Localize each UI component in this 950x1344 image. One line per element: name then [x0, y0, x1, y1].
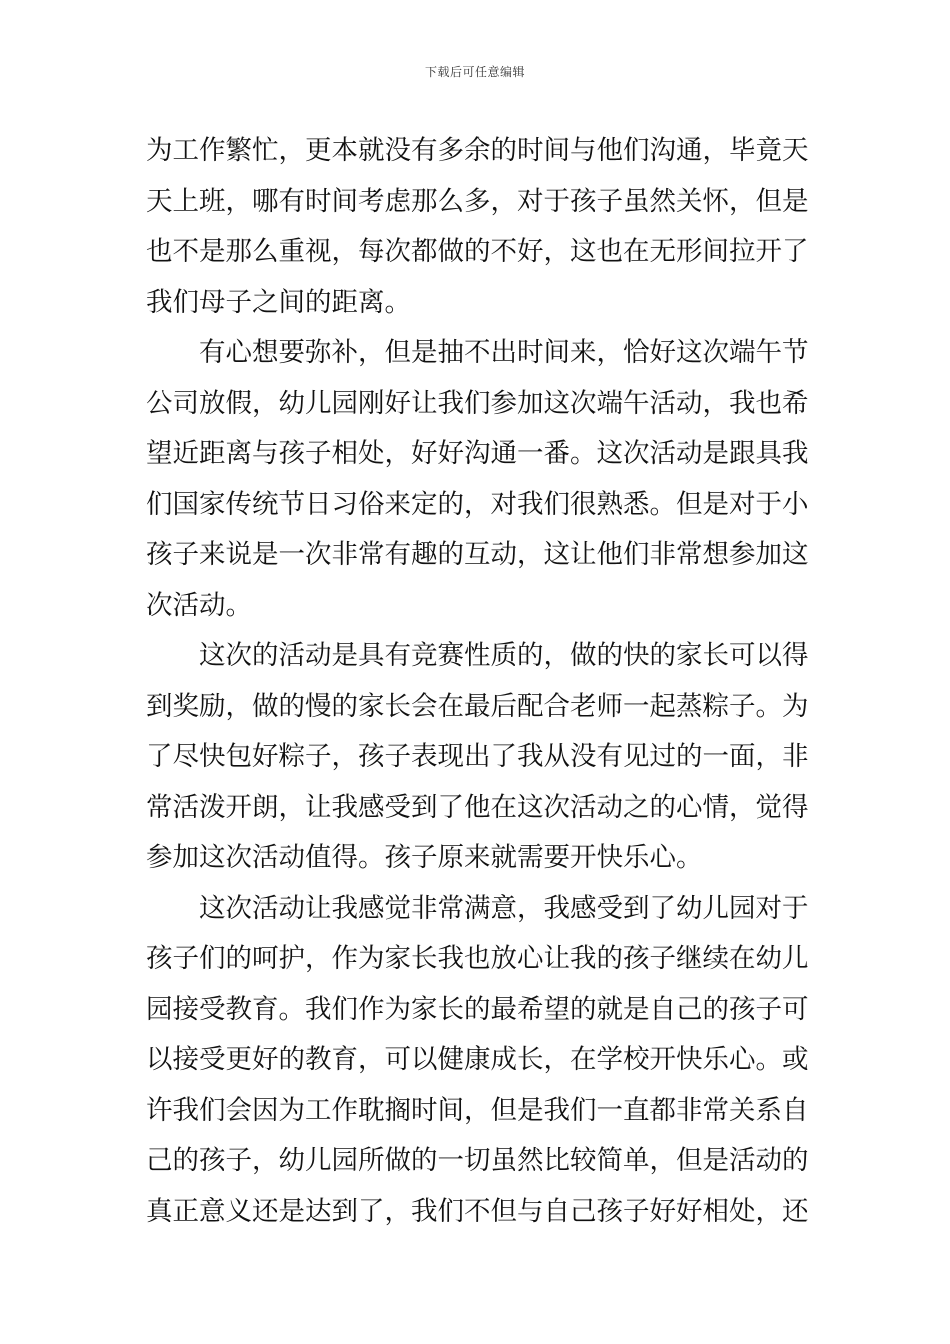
- text-line: 到奖励，做的慢的家长会在最后配合老师一起蒸粽子。为: [146, 690, 809, 722]
- paragraph-1: [146, 126, 808, 328]
- text-line: 们国家传统节日习俗来定的，对我们很熟悉。但是对于小: [146, 488, 809, 520]
- text-line: 以接受更好的教育，可以健康成长，在学校开快乐心。或: [146, 1044, 809, 1075]
- text-line: 孩子们的呵护，作为家长我也放心让我的孩子继续在幼儿: [146, 943, 809, 974]
- text-line: 常活泼开朗，让我感受到了他在这次活动之的心情，觉得: [146, 791, 809, 823]
- paragraph-4: [146, 884, 808, 1238]
- text-line: 孩子来说是一次非常有趣的互动，这让他们非常想参加这: [146, 539, 809, 570]
- text-line: 次活动。: [146, 589, 252, 621]
- text-line: 也不是那么重视，每次都做的不好，这也在无形间拉开了: [146, 236, 809, 267]
- text-line: 这次活动让我感觉非常满意，我感受到了幼儿园对于: [199, 892, 809, 924]
- text-line: 真正意义还是达到了，我们不但与自己孩子好好相处，还: [146, 1195, 809, 1227]
- text-line: 我们母子之间的距离。: [146, 286, 411, 318]
- text-line: 园接受教育。我们作为家长的最希望的就是自己的孩子可: [146, 993, 809, 1025]
- text-line: 天上班，哪有时间考虑那么多，对于孩子虽然关怀，但是: [146, 185, 809, 217]
- text-line: 为工作繁忙，更本就没有多余的时间与他们沟通，毕竟天: [146, 135, 809, 166]
- text-line: 己的孩子，幼儿园所做的一切虽然比较简单，但是活动的: [146, 1145, 809, 1176]
- page-header: 下载后可任意编辑: [424, 65, 525, 79]
- text-line: 参加这次活动值得。孩子原来就需要开快乐心。: [146, 842, 703, 873]
- text-line: 许我们会因为工作耽搁时间，但是我们一直都非常关系自: [146, 1094, 809, 1126]
- paragraph-2: [146, 328, 808, 631]
- text-line: 望近距离与孩子相处，好好沟通一番。这次活动是跟具我: [146, 438, 809, 469]
- text-line: 这次的活动是具有竞赛性质的，做的快的家长可以得: [199, 640, 809, 671]
- text-line: 有心想要弥补，但是抽不出时间来，恰好这次端午节: [199, 337, 809, 368]
- text-line: 公司放假，幼儿园刚好让我们参加这次端午活动，我也希: [146, 387, 809, 419]
- text-line: 了尽快包好粽子，孩子表现出了我从没有见过的一面，非: [146, 741, 809, 772]
- paragraph-3: [146, 631, 808, 884]
- document-body: [146, 126, 808, 1237]
